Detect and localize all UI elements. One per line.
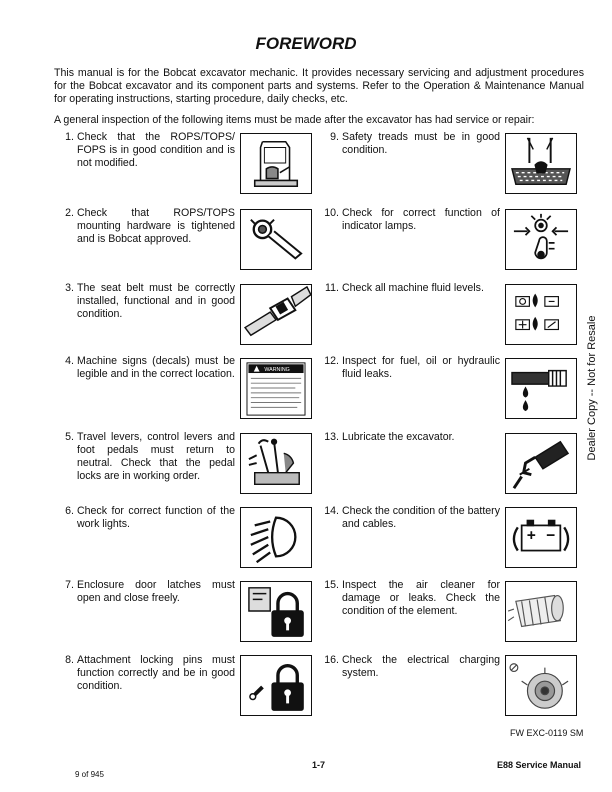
- item-text: Machine signs (decals) must be legible and in the correct location.: [77, 355, 235, 380]
- locking-pin-lock-icon: [240, 655, 312, 716]
- battery-icon: [505, 507, 577, 568]
- item-number: 1.: [65, 131, 74, 143]
- item-text: Check the condition of the battery and cables.: [342, 505, 500, 530]
- item-text: Check that ROPS/TOPS mounting hardware is tightened and is Bobcat approved.: [77, 207, 235, 245]
- item-text: Inspect the air cleaner for damage or leaks. Check the condition of the element.: [342, 579, 500, 617]
- inspection-intro: A general inspection of the following items must be made after the excavator has had service or repair:: [54, 114, 535, 126]
- safety-tread-icon: [505, 133, 577, 194]
- item-text: Attachment locking pins must function correctly and be in good condition.: [77, 654, 235, 692]
- fluid-levels-icon: [505, 284, 577, 345]
- alternator-icon: [505, 655, 577, 716]
- decal-warning-label: WARNING: [264, 367, 290, 374]
- item-number: 11.: [325, 282, 339, 294]
- item-text: Lubricate the excavator.: [342, 431, 455, 443]
- manual-title: E88 Service Manual: [497, 760, 582, 770]
- item-number: 16.: [324, 654, 339, 666]
- page-number: 1-7: [312, 760, 326, 770]
- air-cleaner-icon: [505, 581, 577, 642]
- seat-belt-icon: [240, 284, 312, 345]
- fluid-leak-icon: [505, 358, 577, 419]
- item-number: 10.: [324, 207, 339, 219]
- item-text: Check for correct function of the work lights.: [77, 505, 235, 530]
- item-text: Check that the ROPS/TOPS/ FOPS is in good condition and is not modified.: [77, 131, 235, 169]
- indicator-lamps-icon: [505, 209, 577, 270]
- dealer-copy-watermark: [585, 288, 599, 488]
- item-number: 13.: [324, 431, 339, 443]
- item-number: 9.: [330, 131, 339, 143]
- rops-cab-icon: [240, 133, 312, 194]
- item-number: 2.: [65, 207, 74, 219]
- item-text: Inspect for fuel, oil or hydraulic fluid leaks.: [342, 355, 500, 380]
- item-text: Check the electrical charging system.: [342, 654, 500, 679]
- item-number: 4.: [65, 355, 74, 367]
- wrench-icon: [240, 209, 312, 270]
- item-text: Travel levers, control levers and foot pedals must return to neutral. Check that the pedal locks are in working order.: [77, 431, 235, 482]
- intro-paragraph: This manual is for the Bobcat excavator mechanic. It provides necessary servicing and adjustment procedures for the Bobcat excavator and its component parts and systems. Refer to the Operation & Maintenance Manual for operating instructions, starting procedure, daily checks, etc.: [54, 67, 584, 105]
- item-text: Check for correct function of indicator lamps.: [342, 207, 500, 232]
- side-text: Dealer Copy -- Not for Resale: [586, 315, 598, 461]
- item-number: 12.: [324, 355, 339, 367]
- item-text: Check all machine fluid levels.: [342, 282, 484, 294]
- item-number: 6.: [65, 505, 74, 517]
- item-text: Safety treads must be in good condition.: [342, 131, 500, 156]
- item-number: 14.: [324, 505, 339, 517]
- item-number: 8.: [65, 654, 74, 666]
- item-number: 5.: [65, 431, 74, 443]
- work-light-icon: [240, 507, 312, 568]
- warning-decal-icon: [240, 358, 312, 419]
- document-reference: FW EXC-0119 SM: [510, 728, 584, 738]
- item-number: 7.: [65, 579, 74, 591]
- door-latch-lock-icon: [240, 581, 312, 642]
- page-title: FOREWORD: [255, 34, 357, 53]
- item-number: 3.: [65, 282, 74, 294]
- item-text: The seat belt must be correctly installed, functional and in good condition.: [77, 282, 235, 320]
- grease-gun-icon: [505, 433, 577, 494]
- page-count: 9 of 945: [75, 770, 104, 779]
- item-number: 15.: [324, 579, 339, 591]
- control-levers-icon: [240, 433, 312, 494]
- item-text: Enclosure door latches must open and close freely.: [77, 579, 235, 604]
